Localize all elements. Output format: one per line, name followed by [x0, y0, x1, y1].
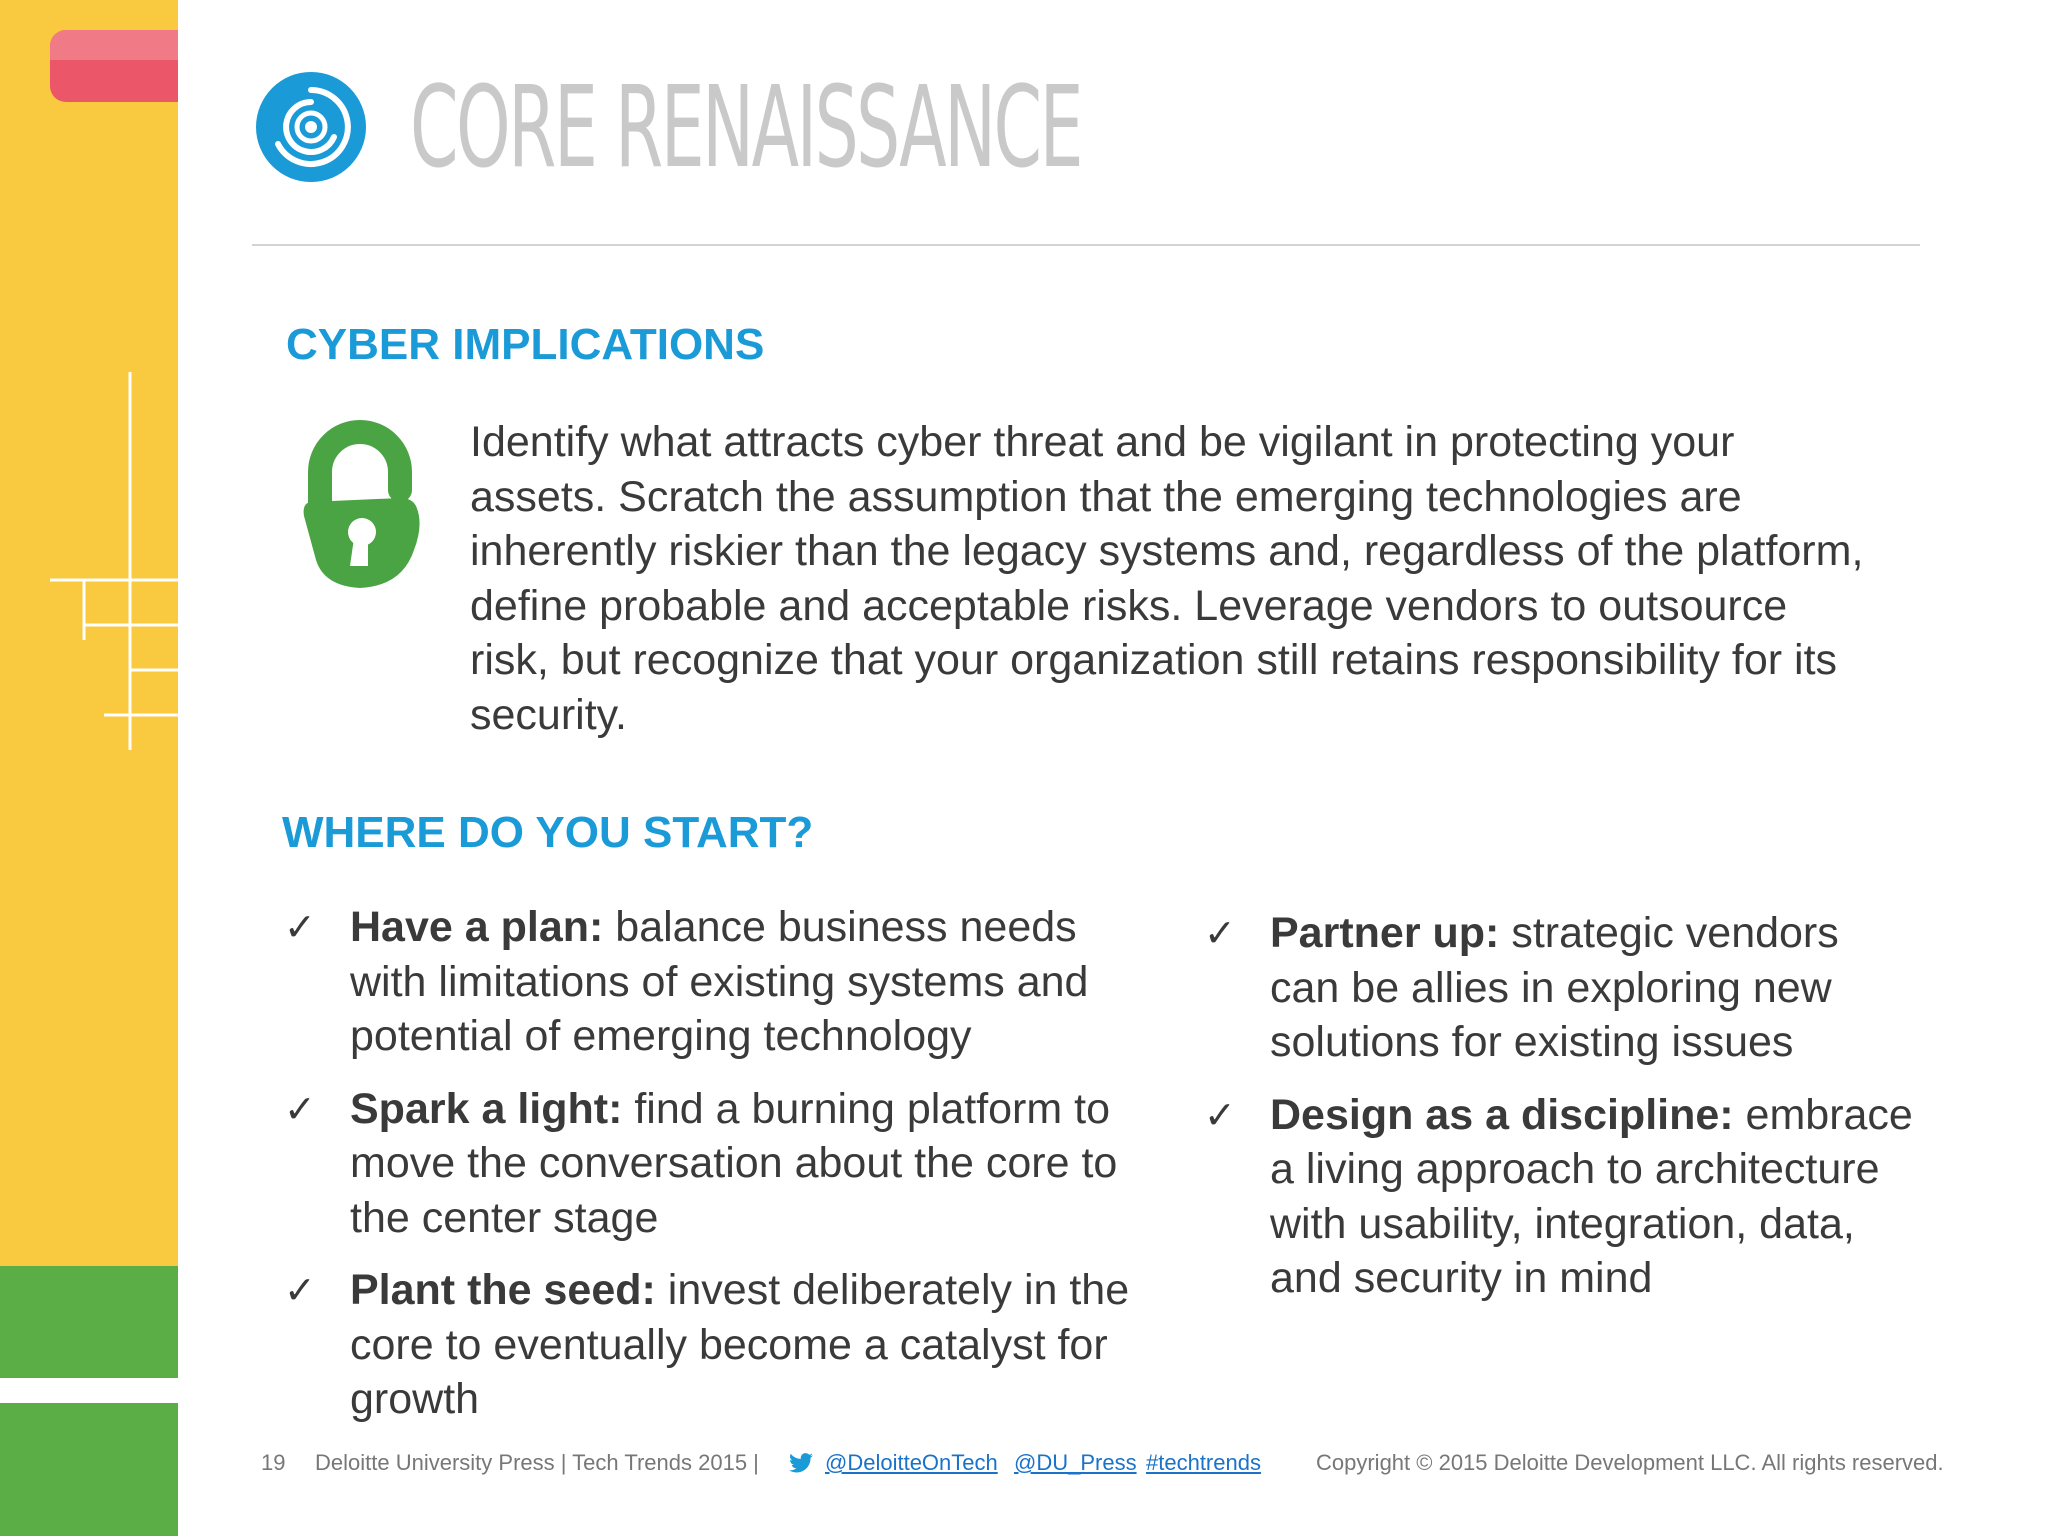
list-item-design-as-a-discipline — [1200, 1088, 1920, 1306]
where-do-you-start-heading: WHERE DO YOU START? — [282, 808, 814, 857]
list-item-plant-the-seed — [280, 1263, 1150, 1427]
list-item-partner-up — [1200, 906, 1920, 1070]
footer-publication: Deloitte University Press | Tech Trends 2015 | — [315, 1450, 759, 1475]
hashtag-link-techtrends[interactable]: #techtrends — [1146, 1450, 1261, 1475]
checkmark-icon: ✓ — [284, 905, 316, 949]
checkmark-icon: ✓ — [284, 1086, 316, 1131]
item-lead: Partner up: — [1270, 909, 1500, 957]
side-white-gap — [0, 1378, 178, 1403]
item-text: embrace a living approach to architecture with usability, integration, data, and security in mind — [1270, 1090, 1913, 1302]
cyber-implications-heading: CYBER IMPLICATIONS — [286, 320, 765, 369]
item-lead: Spark a light: — [350, 1084, 623, 1133]
list-item-have-a-plan — [280, 900, 1150, 1064]
concentric-circle-logo-icon — [256, 72, 366, 182]
twitter-handle-link-du-press[interactable]: @DU_Press — [1014, 1450, 1137, 1475]
checklist-right-column — [1200, 906, 1920, 1324]
page-title: CORE RENAISSANCE — [410, 63, 1081, 193]
twitter-handle-link-deloitteontech[interactable]: @DeloitteOnTech — [825, 1450, 998, 1475]
checkmark-icon: ✓ — [284, 1268, 316, 1312]
side-green-block-bottom — [0, 1403, 178, 1536]
checklist-left-column — [280, 900, 1150, 1445]
item-lead: Plant the seed: — [350, 1266, 656, 1314]
checkmark-icon: ✓ — [1204, 1092, 1236, 1137]
item-text: balance business needs with limitations of existing systems and potential of emerging technology — [350, 903, 1089, 1060]
item-text: find a burning platform to move the conversation about the core to the center stage — [350, 1084, 1118, 1242]
item-lead: Have a plan: — [350, 903, 604, 951]
item-text: strategic vendors can be allies in exploring new solutions for existing issues — [1270, 909, 1839, 1066]
item-text: invest deliberately in the core to eventually become a catalyst for growth — [350, 1266, 1130, 1423]
twitter-bird-icon — [789, 1452, 813, 1474]
padlock-icon — [292, 420, 428, 592]
checkmark-icon: ✓ — [1204, 911, 1236, 955]
circuit-lines-decoration — [0, 0, 178, 800]
copyright-notice: Copyright © 2015 Deloitte Development LLC. All rights reserved. — [1316, 1450, 1944, 1475]
item-lead: Design as a discipline: — [1270, 1090, 1734, 1139]
header-divider — [252, 244, 1920, 246]
side-green-block-top — [0, 1266, 178, 1378]
page-number: 19 — [261, 1450, 286, 1475]
list-item-spark-a-light — [280, 1082, 1150, 1246]
cyber-implications-body: Identify what attracts cyber threat and be vigilant in protecting your assets. Scratch the assumption that the emerging technologies are inherently riskier than the legacy systems and, regardless of the platform, define probable and acceptable risks. Leverage vendors to outsource risk, but recognize that your organization still retains responsibility for its security. — [470, 418, 1864, 739]
